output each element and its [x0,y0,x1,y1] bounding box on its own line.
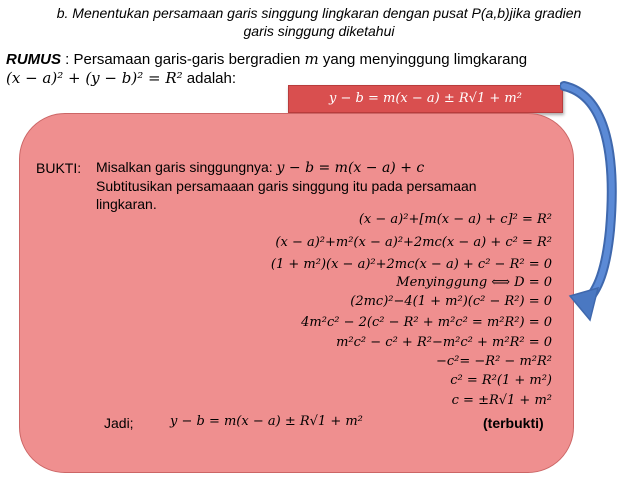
circle-equation: (x − a)² + (y − b)² = R² [6,69,183,87]
rumus-text-2: yang menyinggung limgkarang [318,51,528,68]
proof-step-4: Menyinggung ⟺ D = 0 [396,275,552,290]
rumus-paragraph [6,50,626,88]
title-line-1: b. Menentukan persamaan garis singgung lingkaran dengan pusat P(a,b)jika gradien [56,5,582,21]
rumus-text-1: : Persamaan garis-garis bergradien [61,51,305,68]
proof-step-6: 4m²c² − 2(c² − R² + m²c² = m²R²) = 0 [301,315,552,330]
terbukti-label: (terbukti) [483,415,544,431]
proof-step-5: (2mc)²−4(1 + m²)(c² − R²) = 0 [350,294,552,309]
tangent-line-equation: y − b = m(x − a) + c [276,160,425,176]
rumus-label: RUMUS [6,51,61,68]
proof-step-2: (x − a)²+m²(x − a)²+2mc(x − a) + c² = R² [275,235,552,250]
bukti-line-1-text: Misalkan garis singgungnya: [96,159,277,175]
bukti-label: BUKTI: [36,160,82,176]
rumus-line-1 [6,50,626,69]
rumus-var-m: m [304,50,319,68]
curved-arrow-icon [560,80,624,330]
proof-step-3: (1 + m²)(x − a)²+2mc(x − a) + c² − R² = 0 [270,257,552,272]
jadi-label: Jadi; [104,415,134,431]
proof-step-10: c = ±R√1 + m² [451,393,552,408]
tangent-formula-box: y − b = m(x − a) ± R√1 + m² [288,85,563,113]
bukti-line-1 [96,158,556,177]
bukti-line-3: lingkaran. [96,196,157,212]
jadi-equation: y − b = m(x − a) ± R√1 + m² [170,414,363,429]
section-title [0,4,638,40]
bukti-intro [96,158,556,213]
bukti-line-2: Subtitusikan persamaaan garis singgung itu pada persamaan [96,178,477,194]
proof-step-7: m²c² − c² + R²−m²c² + m²R² = 0 [336,335,552,350]
rumus-text-3: adalah: [182,70,237,87]
proof-step-8: −c²= −R² − m²R² [436,354,552,369]
proof-step-9: c² = R²(1 + m²) [450,373,552,388]
title-line-2: garis singgung diketahui [243,23,395,39]
proof-step-1: (x − a)²+[m(x − a) + c]² = R² [358,212,552,227]
